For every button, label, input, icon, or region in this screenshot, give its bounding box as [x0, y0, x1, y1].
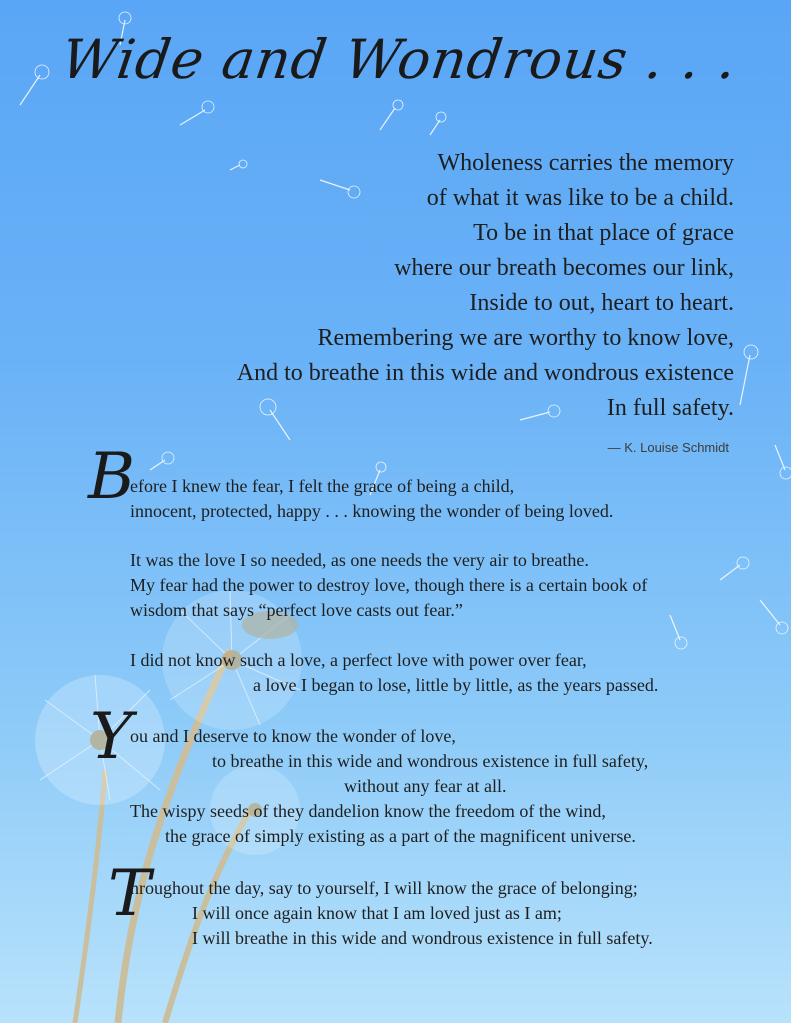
para-line: a love I began to lose, little by little, as the years passed. [253, 675, 659, 695]
poem-line: And to breathe in this wide and wondrous existence [236, 360, 734, 386]
seed [670, 615, 687, 649]
poem-line: To be in that place of grace [473, 220, 734, 246]
para-line: without any fear at all. [344, 776, 507, 796]
poem-block [94, 146, 734, 426]
drop-cap: T [108, 857, 151, 931]
seed [775, 445, 791, 479]
para-line: to breathe in this wide and wondrous existence in full safety, [212, 751, 649, 771]
para-line: efore I knew the fear, I felt the grace of being a child, [130, 476, 515, 496]
poem-line: Inside to out, heart to heart. [469, 290, 734, 316]
para-line: hroughout the day, say to yourself, I will know the grace of belonging; [130, 878, 638, 898]
para-line: It was the love I so needed, as one needs the very air to breathe. [130, 550, 589, 570]
para-line: I did not know such a love, a perfect love with power over fear, [130, 650, 587, 670]
para-line: I will once again know that I am loved just as I am; [192, 903, 562, 923]
para-line: ou and I deserve to know the wonder of love, [130, 726, 456, 746]
seed [760, 600, 788, 634]
drop-cap: Y [90, 700, 133, 774]
page-title: Wide and Wondrous . . . [57, 28, 742, 91]
seed [720, 557, 749, 580]
poem-line: where our breath becomes our link, [394, 255, 734, 281]
seed [20, 65, 49, 105]
para-line: The wispy seeds of they dandelion know the freedom of the wind, [130, 801, 606, 821]
poem-line: Remembering we are worthy to know love, [317, 325, 734, 351]
seed [150, 452, 174, 470]
para-line: My fear had the power to destroy love, though there is a certain book of [130, 575, 648, 595]
seed [180, 101, 214, 125]
dandelion-stem [75, 770, 105, 1023]
poem-line: of what it was like to be a child. [426, 185, 734, 211]
drop-cap: B [88, 440, 136, 514]
poem-attribution: — K. Louise Schmidt [607, 440, 729, 455]
seed [380, 100, 403, 130]
para-line: wisdom that says “perfect love casts out fear.” [130, 600, 463, 620]
para-line: innocent, protected, happy . . . knowing the wonder of being loved. [130, 501, 614, 521]
para-line: the grace of simply existing as a part of the magnificent universe. [165, 826, 636, 846]
poem-line: Wholeness carries the memory [437, 150, 734, 176]
poem-line: In full safety. [606, 395, 734, 421]
para-line: I will breathe in this wide and wondrous existence in full safety. [192, 928, 653, 948]
seed [740, 345, 758, 405]
seed [430, 112, 446, 135]
